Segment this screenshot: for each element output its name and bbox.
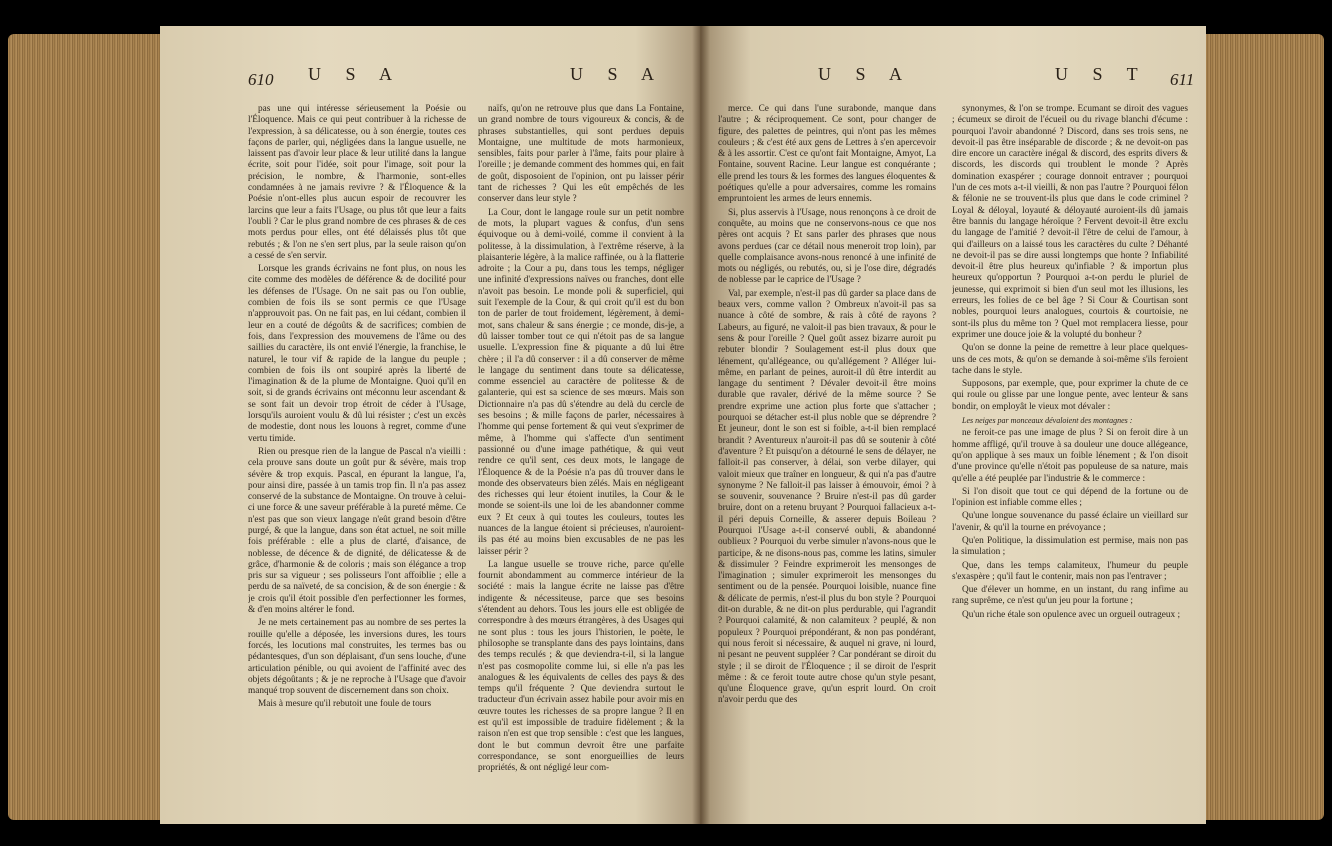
verse-quote: Les neiges par monceaux dévaloient des montagnes : — [962, 416, 1133, 426]
paragraph: Mais à mesure qu'il rebutoit une foule de tours — [258, 699, 432, 710]
paragraph: pas une qui intéresse sérieusement la Poésie ou l'Éloquence. Mais ce qui peut contribuer à la richesse de l'expression, à sa délicatesse, ou à son énergie, toutes ces façons de parler, qui, négligées dans la langue usuelle, ne laissent pas d'avoir leur place & leur utilité dans la langue écrite, soit pour l'idée, soit pour l'image, soit pour la précision, le nombre, & l'harmonie, sont-elles condamnées à ne jamais revivre ? & l'Éloquence & la Poésie n'ont-elles plus aucun espoir de recouvrer les larcins que leur a faits l'Usage, ou plus tôt que leur a faits l'oubli ? Car le plus grand nombre de ces phrases & de ces mots perdus pour elles, ont été délaissés plus tôt que rebutés ; & l'on ne s'en sert plus, par la seule raison qu'on a cessé de s'en servir. — [248, 104, 466, 261]
book-gutter — [692, 26, 710, 824]
running-head: U S A — [570, 64, 665, 84]
paragraph: Je ne mets certainement pas au nombre de ses pertes la rouille qu'elle a déposée, les inversions dures, les tours forcés, les locutions mal construites, les termes bas ou pédantesques, d'un son déplaisant, d'un sens louche, d'une articulation pénible, ou qui avoient de l'affinité avec des objets dégoûtants ; & je ne reproche à l'Usage que d'avoir manqué trop souvent de discernement dans son choix. — [248, 618, 466, 697]
paragraph: Qu'on se donne la peine de remettre à leur place quelques-uns de ces mots, & qu'on se demande à soi-même s'ils feroient tache dans le style. — [952, 343, 1188, 376]
left-page-edges — [8, 34, 160, 820]
paragraph: Lorsque les grands écrivains ne font plus, on nous les cite comme des modèles de déférence & de docilité pour les défenses de l'Usage. On ne sait pas ou l'on oublie, combien de fois ils se sont permis ce que l'Usage n'approuvoit pas. On ne fait pas, en lui cédant, combien il leur en a couté de dégoûts & de sacrifices; combien de fois, dans l'expression des mouvemens de l'âme ou des saillies du caractère, ils ont envié l'énergie, la franchise, le naturel, le tour vif & rapide de la langue du peuple ; combien de fois ils ont soupiré après la liberté de l'imagination & de la plume de Montaigne. Quoi qu'il en soit, si de grands écrivains ont méconnu leur ascendant & se sont fait un devoir trop étroit de céder à l'Usage, lorsqu'ils auroient voulu & dû lui résister ; c'est un excès de modestie, dont nous les louons à regret, comme d'une vertu timide. — [248, 264, 466, 444]
text-column — [248, 104, 466, 814]
paragraph: Val, par exemple, n'est-il pas dû garder sa place dans de beaux vers, comme vallon ? Ombreux n'avoit-il pas sa nuance à côté de sombre, & rais à côté de rayons ? Labeurs, au figuré, ne valoit-il pas bien travaux, & pour le sens & pour l'oreille ? Quel goût assez bizarre auroit pu rebuter blondir ? Soulagement est-il plus doux que lénement, qu'allégeance, ou qu'allégement ? Alléger lui-même, en parlant de peines, auroit-il dû être interdit au langage du sentiment ? Dévaler devoit-il être moins durable que ravaler, dérivé de la même source ? Se prendre exprime une action plus forte que s'attacher ; pourquoi se détacher est-il plus noble que se déprendre ? Et jeuneur, dont le son est si foible, a-t-il bien remplacé brandit ? Aventureux n'auroit-il pas dû se soutenir à côté d'aventure ? Et puisqu'on a détourné le sens de délayer, ne falloit-il pas conserver, à délai, son verbe dilayer, qui valoit mieux que traîner en longueur, & qui n'a pas d'autre synonyme ? Ne falloit-il pas laisser à émouvoir, émoi ? à se souvenir, souvenance ? Bruire n'est-il pas dû garder bruire, dont on a retenu bruyant ? Pourquoi fallacieux a-t-il péri depuis Corneille, & asserer depuis Boileau ? Pourquoi l'Usage a-t-il conservé oubli, & abandonné oublieux ? Pourquoi du verbe simuler n'avons-nous que le participe, & ne disons-nous pas, comme les latins, simuler & dissimuler ? Feindre exprimeroit les mensonges de l'imagination ; simuler exprimeroit les mensonges du sentiment ou de la pensée. Pourquoi loisible, nuance fine & délicate de permis, n'est-il plus du bon style ? Pourquoi dit-on durable, & ne dit-on plus perdurable, qui l'agrandit ? Pourquoi calamité, & non calamiteux ? peuplé, & non populeux ? Pourquoi prépondérant, & non pas pondérant, qui nous feroit si nécessaire, & auquel ni grave, ni lourd, ni pesant ne peuvent suppléer ? Car pondérant se diroit du style ; il se diroit de l'Éloquence ; il se diroit de l'esprit même : & ce feroit toute autre chose qu'un style pesant, qu'une Éloquence grave, qu'un esprit lourd. On croit n'avoir perdu que des — [718, 288, 936, 706]
paragraph: La Cour, dont le langage roule sur un petit nombre de mots, la plupart vagues & confus, d'un sens équivoque ou à demi-voilé, comme il convient à la politesse, à la dissimulation, à l'extrême réserve, à la plaisanterie légère, à la malice raffinée, ou à la flatterie adroite ; la Cour a pu, dans tous les temps, négliger une infinité d'expressions naïves ou franches, dont elle n'avoit pas besoin. Le monde poli & superficiel, qui suit l'exemple de la Cour, & qui croit qu'il est du bon ton de parler de tout froidement, légèrement, à demi-mot, sans chaleur & sans énergie ; ce monde, dis-je, a dû laisser tomber tout ce qui n'étoit pas de sa langue usuelle. L'expression fine & piquante a dû lui être chère ; il l'a dû conserver : il a dû conserver de même le langage du sentiment dans toute sa délicatesse, comme essenciel au caractère de politesse & de galanterie, qui est sa science de ses mœurs. Mais son Dictionnaire n'a pas dû s'étendre au delà du cercle de ses besoins ; & mille façons de parler, nécessaires à l'homme qui pense fortement & qui veut s'exprimer de même, à l'homme qui s'affecte d'un sentiment passionné ou d'une image pathétique, & qui veut rendre ce qu'il sent, ces deux mots, le langage de l'Éloquence & de la Poésie n'a pas dû trouver dans le monde des observateurs bien zélés. Mais en négligeant des richesses qui leur étoient inutiles, la Cour & le monde se soient-ils une loi de les abandonner comme eux ? Et ceux à qui toutes les couleurs, toutes les nuances de la langue étoient si précieuses, n'auroient-ils pas été au moins bien excusables de ne pas les laisser périr ? — [478, 207, 684, 557]
text-column — [478, 104, 684, 814]
running-head: U S A — [308, 64, 403, 84]
paragraph: naïfs, qu'on ne retrouve plus que dans La Fontaine, un grand nombre de tours vigoureux & concis, & de phrases substantielles, qui sont perdues depuis Montaigne, une multitude de mots harmonieux, sensibles, faits pour parler à l'âme, faits pour plaire à l'oreille ; je demande comment des hommes qui, en fait de goût, disposoient de l'opinion, ont pu laisser périr tant de richesses ? Qui les eût empêchés de les conserver dans leur style ? — [478, 104, 684, 205]
paragraph: Si l'on disoit que tout ce qui dépend de la fortune ou de l'opinion est infiable comme elles ; — [952, 486, 1188, 509]
text-column — [718, 104, 936, 814]
page-number: 611 — [1170, 70, 1195, 89]
paragraph: Qu'un riche étale son opulence avec un orgueil outrageux ; — [962, 609, 1181, 620]
paragraph: La langue usuelle se trouve riche, parce qu'elle fournit abondamment au commerce intérieur de la société : mais la langue écrite ne laisse pas d'être indigente & nécessiteuse, parce que ses besoins s'étendent au dehors. Tous les jours elle est obligée de correspondre à des mœurs étrangères, à des Usages qui ne sont plus : tous les jours l'historien, le poète, le philosophe se transplante dans des pays lointains, dans des temps reculés ; & que deviendra-t-il, si la langue n'est pas cosmopolite comme lui, si elle n'a pas les analogues & les équivalents de celles des pays & des temps qu'il fréquente ? Que deviendra surtout le traducteur d'un écrivain assez habile pour avoir mis en œuvre toutes les richesses de sa propre langue ? Il en est qu'il est impossible de traduire fidèlement ; & la raison n'en est que trop sensible : c'est que les langues, dont le but commun devroit être une parfaite correspondance, se sont enorgueillies de leurs propriétés, & ont négligé leur com- — [478, 559, 684, 774]
paragraph: Rien ou presque rien de la langue de Pascal n'a vieilli : cela prouve sans doute un goût pur & sévère, mais trop sévère & trop exquis. Pascal, en épurant la langue, l'a, pour ainsi dire, passée à un tamis trop fin. Il n'a pas assez conservé de la substance de Montaigne. On trouve à celui-ci une force & une saveur préférable à la pureté même. Ce n'est pas que son vieux langage n'eût grand besoin d'être purgé, & que la langue, dans son état actuel, ne soit mille fois préférable : elle a plus de clarté, d'aisance, de noblesse, de décence & de dignité, de délicatesse & de grâce, d'harmonie & de coloris ; mais son élégance a trop pris sur sa vigueur ; ses polisseurs l'ont affoiblie ; elle a perdu de sa naïveté, de sa concision, & de son énergie : & je crois qu'il étoit possible d'en perfectionner les formes, & d'en moins altérer le fond. — [248, 446, 466, 616]
open-book — [8, 22, 1324, 830]
right-page — [700, 26, 1206, 824]
paragraph: Qu'en Politique, la dissimulation est permise, mais non pas la simulation ; — [952, 535, 1188, 558]
running-head: U S T — [1055, 64, 1148, 84]
paragraph: Que d'élever un homme, en un instant, du rang infime au rang suprême, ce n'est qu'un jeu pour la fortune ; — [952, 585, 1188, 607]
running-head: U S A — [818, 64, 913, 84]
paragraph: ne feroit-ce pas une image de plus ? Si on feroit dire à un homme affligé, qu'il trouve à sa douleur une douce allégeance, qu'on applique à ses maux un foible lénement ; & l'on disoit d'une province qu'elle n'étoit pas populeuse de sa nature, mais qu'elle a été peuplée par l'industrie & le commerce : — [952, 428, 1188, 484]
paragraph: Si, plus asservis à l'Usage, nous renonçons à ce droit de conquête, au moins que ne conservons-nous ce que nos pères ont acquis ? Et sans parler des phrases que nous avons perdues (car ce détail nous meneroit trop loin), par quelle complaisance avons-nous renoncé à une infinité de mots ou négligés, ou rebutés, ou, si je l'ose dire, dégradés de noblesse par le caprice de l'Usage ? — [718, 207, 936, 286]
page-number: 610 — [248, 70, 274, 89]
text-column — [952, 104, 1188, 814]
left-page — [160, 26, 700, 824]
right-page-edges — [1206, 34, 1324, 820]
paragraph: synonymes, & l'on se trompe. Écumant se diroit des vagues ; écumeux se diroit de l'écueil ou du rivage blanchi d'écume : pourquoi l'avoir abandonné ? Discord, dans ses trois sens, ne devoit-il pas être inséparable de discorde ; & ne devoit-on pas dire encore un caractère inégal & discord, des esprits divers & discords, les discords qui troublent le monde ? Après domination exaspérer ; courage donnoit entraver ; pourquoi l'un de ces mots a-t-il vieilli, & non pas l'autre ? Pourquoi félon & félonie ne se trouvent-ils plus que dans le code criminel ? Loyal & déloyal, loyauté & déloyauté auroient-ils dû jamais être bannis du langage héroïque ? Fervent devoit-il être exclu du langage de l'amitié ? devoit-il l'être de celui de l'amour, à qui d'ailleurs on a laissé tous les caractères du culte ? Déhanté ne devoit-il pas se dire aussi longtemps que honte ? Infiabilité devoit-il être plus heureux qu'infiable ? & importun plus heureux qu'opportun ? Pourquoi a-t-on perdu le pluriel de jeunesse, qui exprimoit si bien d'un seul mot les illusions, les erreurs, les folies de ce bel âge ? Si Cour & Courtisan sont nobles, pourquoi leurs analogues, courtois & courtoisie, ne sont-ils plus du même ton ? Quel mot remplacera liesse, pour exprimer une douce joie & la volupté du bonheur ? — [952, 104, 1188, 340]
paragraph: Qu'une longue souvenance du passé éclaire un vieillard sur l'avenir, & qu'il la tourne en prévoyance ; — [952, 511, 1188, 533]
paragraph: Supposons, par exemple, que, pour exprimer la chute de ce qui roule ou glisse par une longue pente, avec lenteur & sans bondir, on employât le vieux mot dévaler : — [952, 379, 1188, 412]
paragraph: merce. Ce qui dans l'une surabonde, manque dans l'autre ; & réciproquement. Ce sont, pour changer de figure, des palettes de peintres, qui n'ont pas les mêmes couleurs ; & c'est été aux gens de Lettres à s'en apercevoir & à les assortir. C'est ce qu'ont fait Montaigne, Amyot, La Fontaine, souvent Racine. Leur langue est conquérante ; elle prend les tours & les formes des langues éloquentes & poétiques qu'elle a pour adversaires, comme les romains empruntoient les armes de leurs ennemis. — [718, 104, 936, 205]
paragraph: Que, dans les temps calamiteux, l'humeur du peuple s'exaspère ; qu'il faut le contenir, mais non pas l'entraver ; — [952, 560, 1188, 582]
